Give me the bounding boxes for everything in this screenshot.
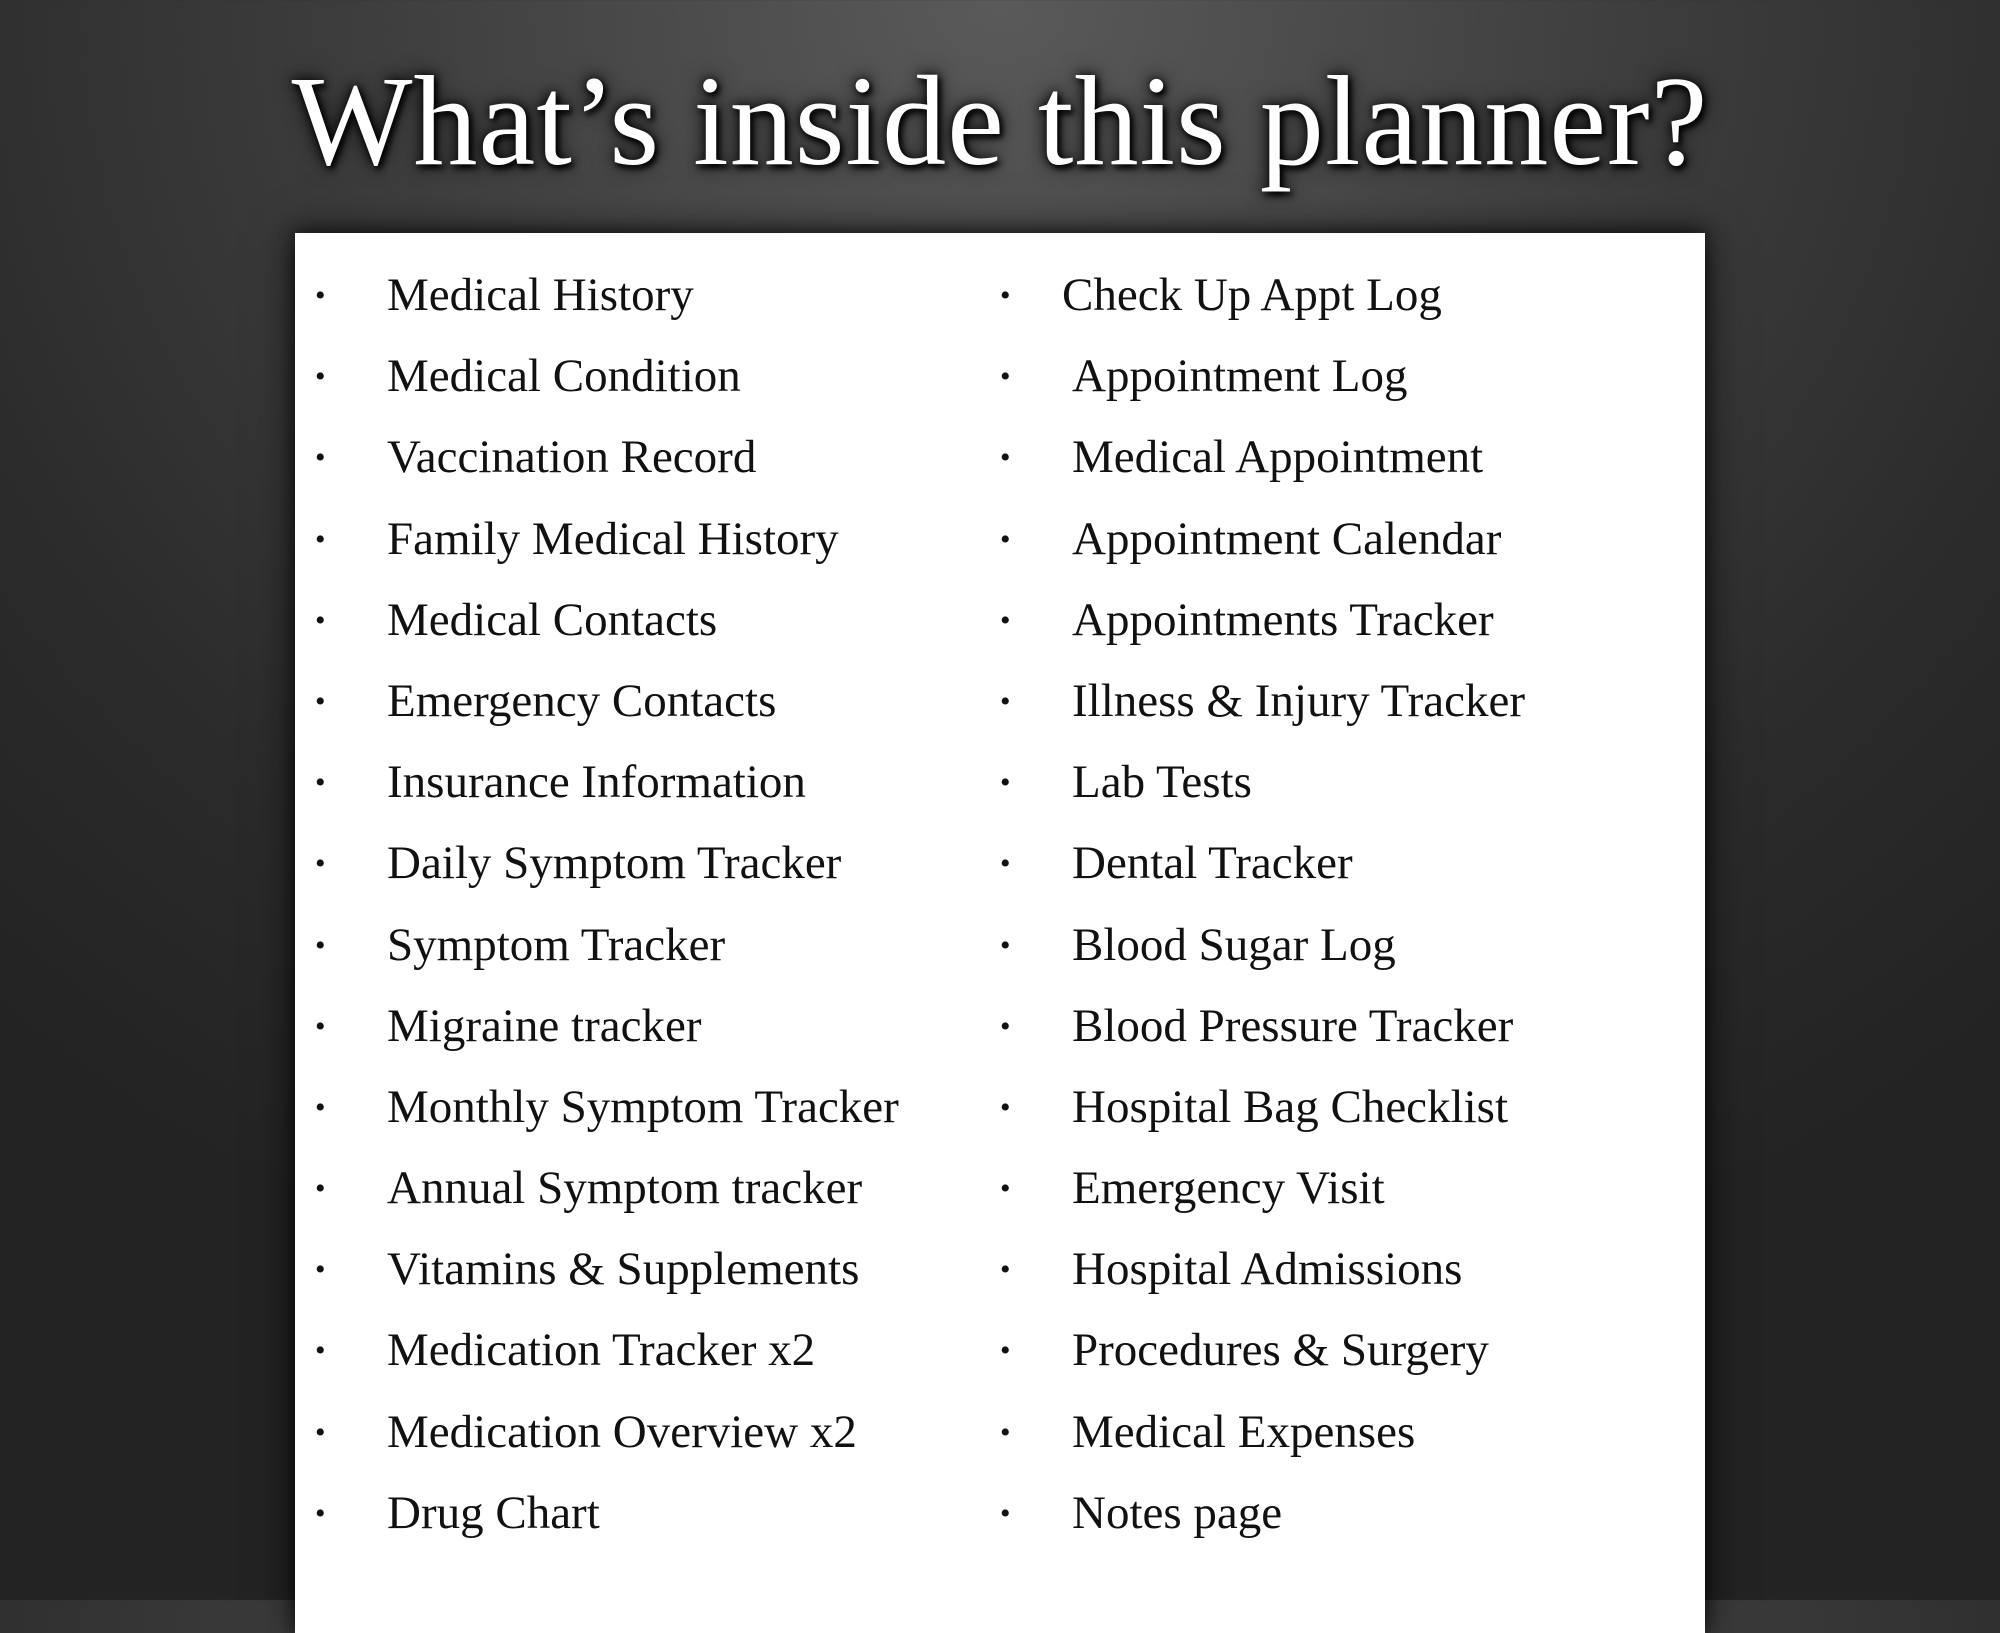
list-item-label: Appointment Calendar bbox=[1072, 512, 1502, 565]
list-item-label: Hospital Admissions bbox=[1072, 1243, 1463, 1296]
list-item-label: Appointment Log bbox=[1072, 350, 1408, 403]
bullet-icon: • bbox=[1000, 360, 1011, 394]
bullet-icon: • bbox=[1000, 1172, 1011, 1206]
bullet-icon: • bbox=[315, 1090, 326, 1124]
bullet-icon: • bbox=[315, 1415, 326, 1449]
list-item-label: Medical Expenses bbox=[1072, 1405, 1416, 1458]
bullet-icon: • bbox=[1000, 1253, 1011, 1287]
bullet-icon: • bbox=[1000, 684, 1011, 718]
list-item-label: Medical Appointment bbox=[1072, 431, 1484, 484]
bullet-icon: • bbox=[1000, 441, 1011, 475]
bullet-icon: • bbox=[315, 1496, 326, 1530]
list-item-label: Medication Tracker x2 bbox=[387, 1324, 816, 1377]
list-item-label: Medical Condition bbox=[387, 350, 741, 403]
bullet-icon: • bbox=[1000, 847, 1011, 881]
list-item-label: Emergency Contacts bbox=[387, 674, 777, 727]
list-item-label: Check Up Appt Log bbox=[1062, 269, 1442, 321]
list-item-label: Hospital Bag Checklist bbox=[1072, 1080, 1509, 1133]
contents-card bbox=[295, 233, 1705, 1633]
page-title: What’s inside this planner? bbox=[291, 50, 1709, 192]
bullet-icon: • bbox=[315, 522, 326, 556]
bullet-icon: • bbox=[315, 603, 326, 637]
list-item-label: Migraine tracker bbox=[387, 999, 702, 1052]
list-item-label: Drug Chart bbox=[387, 1486, 600, 1539]
list-item-label: Vitamins & Supplements bbox=[387, 1243, 860, 1296]
bullet-icon: • bbox=[1000, 522, 1011, 556]
bullet-icon: • bbox=[315, 1009, 326, 1043]
list-item-label: Vaccination Record bbox=[387, 431, 757, 484]
list-item-label: Blood Pressure Tracker bbox=[1072, 999, 1514, 1052]
bullet-icon: • bbox=[315, 1253, 326, 1287]
bullet-icon: • bbox=[315, 1334, 326, 1368]
list-item-label: Daily Symptom Tracker bbox=[387, 837, 842, 890]
bullet-icon: • bbox=[1000, 1334, 1011, 1368]
list-item-label: Medical Contacts bbox=[387, 593, 718, 646]
bullet-icon: • bbox=[315, 360, 326, 394]
bullet-icon: • bbox=[1000, 1090, 1011, 1124]
list-item-label: Illness & Injury Tracker bbox=[1072, 674, 1525, 727]
bullet-icon: • bbox=[1000, 279, 1011, 312]
list-item-label: Medical History bbox=[387, 269, 694, 321]
list-item-label: Insurance Information bbox=[387, 756, 806, 809]
list-item-label: Notes page bbox=[1072, 1486, 1283, 1539]
bullet-icon: • bbox=[315, 684, 326, 718]
list-item-label: Procedures & Surgery bbox=[1072, 1324, 1489, 1377]
bullet-icon: • bbox=[315, 441, 326, 475]
bullet-icon: • bbox=[1000, 1415, 1011, 1449]
bullet-icon: • bbox=[315, 766, 326, 800]
list-item-label: Symptom Tracker bbox=[387, 918, 726, 971]
bullet-icon: • bbox=[315, 279, 326, 312]
list-item-label: Emergency Visit bbox=[1072, 1162, 1385, 1215]
list-item-label: Lab Tests bbox=[1072, 756, 1252, 809]
bullet-icon: • bbox=[1000, 603, 1011, 637]
bullet-icon: • bbox=[1000, 766, 1011, 800]
list-item-label: Appointments Tracker bbox=[1072, 593, 1494, 646]
bullet-icon: • bbox=[1000, 928, 1011, 962]
bullet-icon: • bbox=[1000, 1496, 1011, 1530]
list-item-label: Annual Symptom tracker bbox=[387, 1162, 863, 1215]
bullet-icon: • bbox=[1000, 1009, 1011, 1043]
list-item-label: Medication Overview x2 bbox=[387, 1405, 857, 1458]
list-item-label: Family Medical History bbox=[387, 512, 839, 565]
bullet-icon: • bbox=[315, 847, 326, 881]
list-item-label: Dental Tracker bbox=[1072, 837, 1353, 890]
bullet-icon: • bbox=[315, 928, 326, 962]
list-item-label: Monthly Symptom Tracker bbox=[387, 1080, 899, 1133]
bullet-icon: • bbox=[315, 1172, 326, 1206]
list-item-label: Blood Sugar Log bbox=[1072, 918, 1396, 971]
